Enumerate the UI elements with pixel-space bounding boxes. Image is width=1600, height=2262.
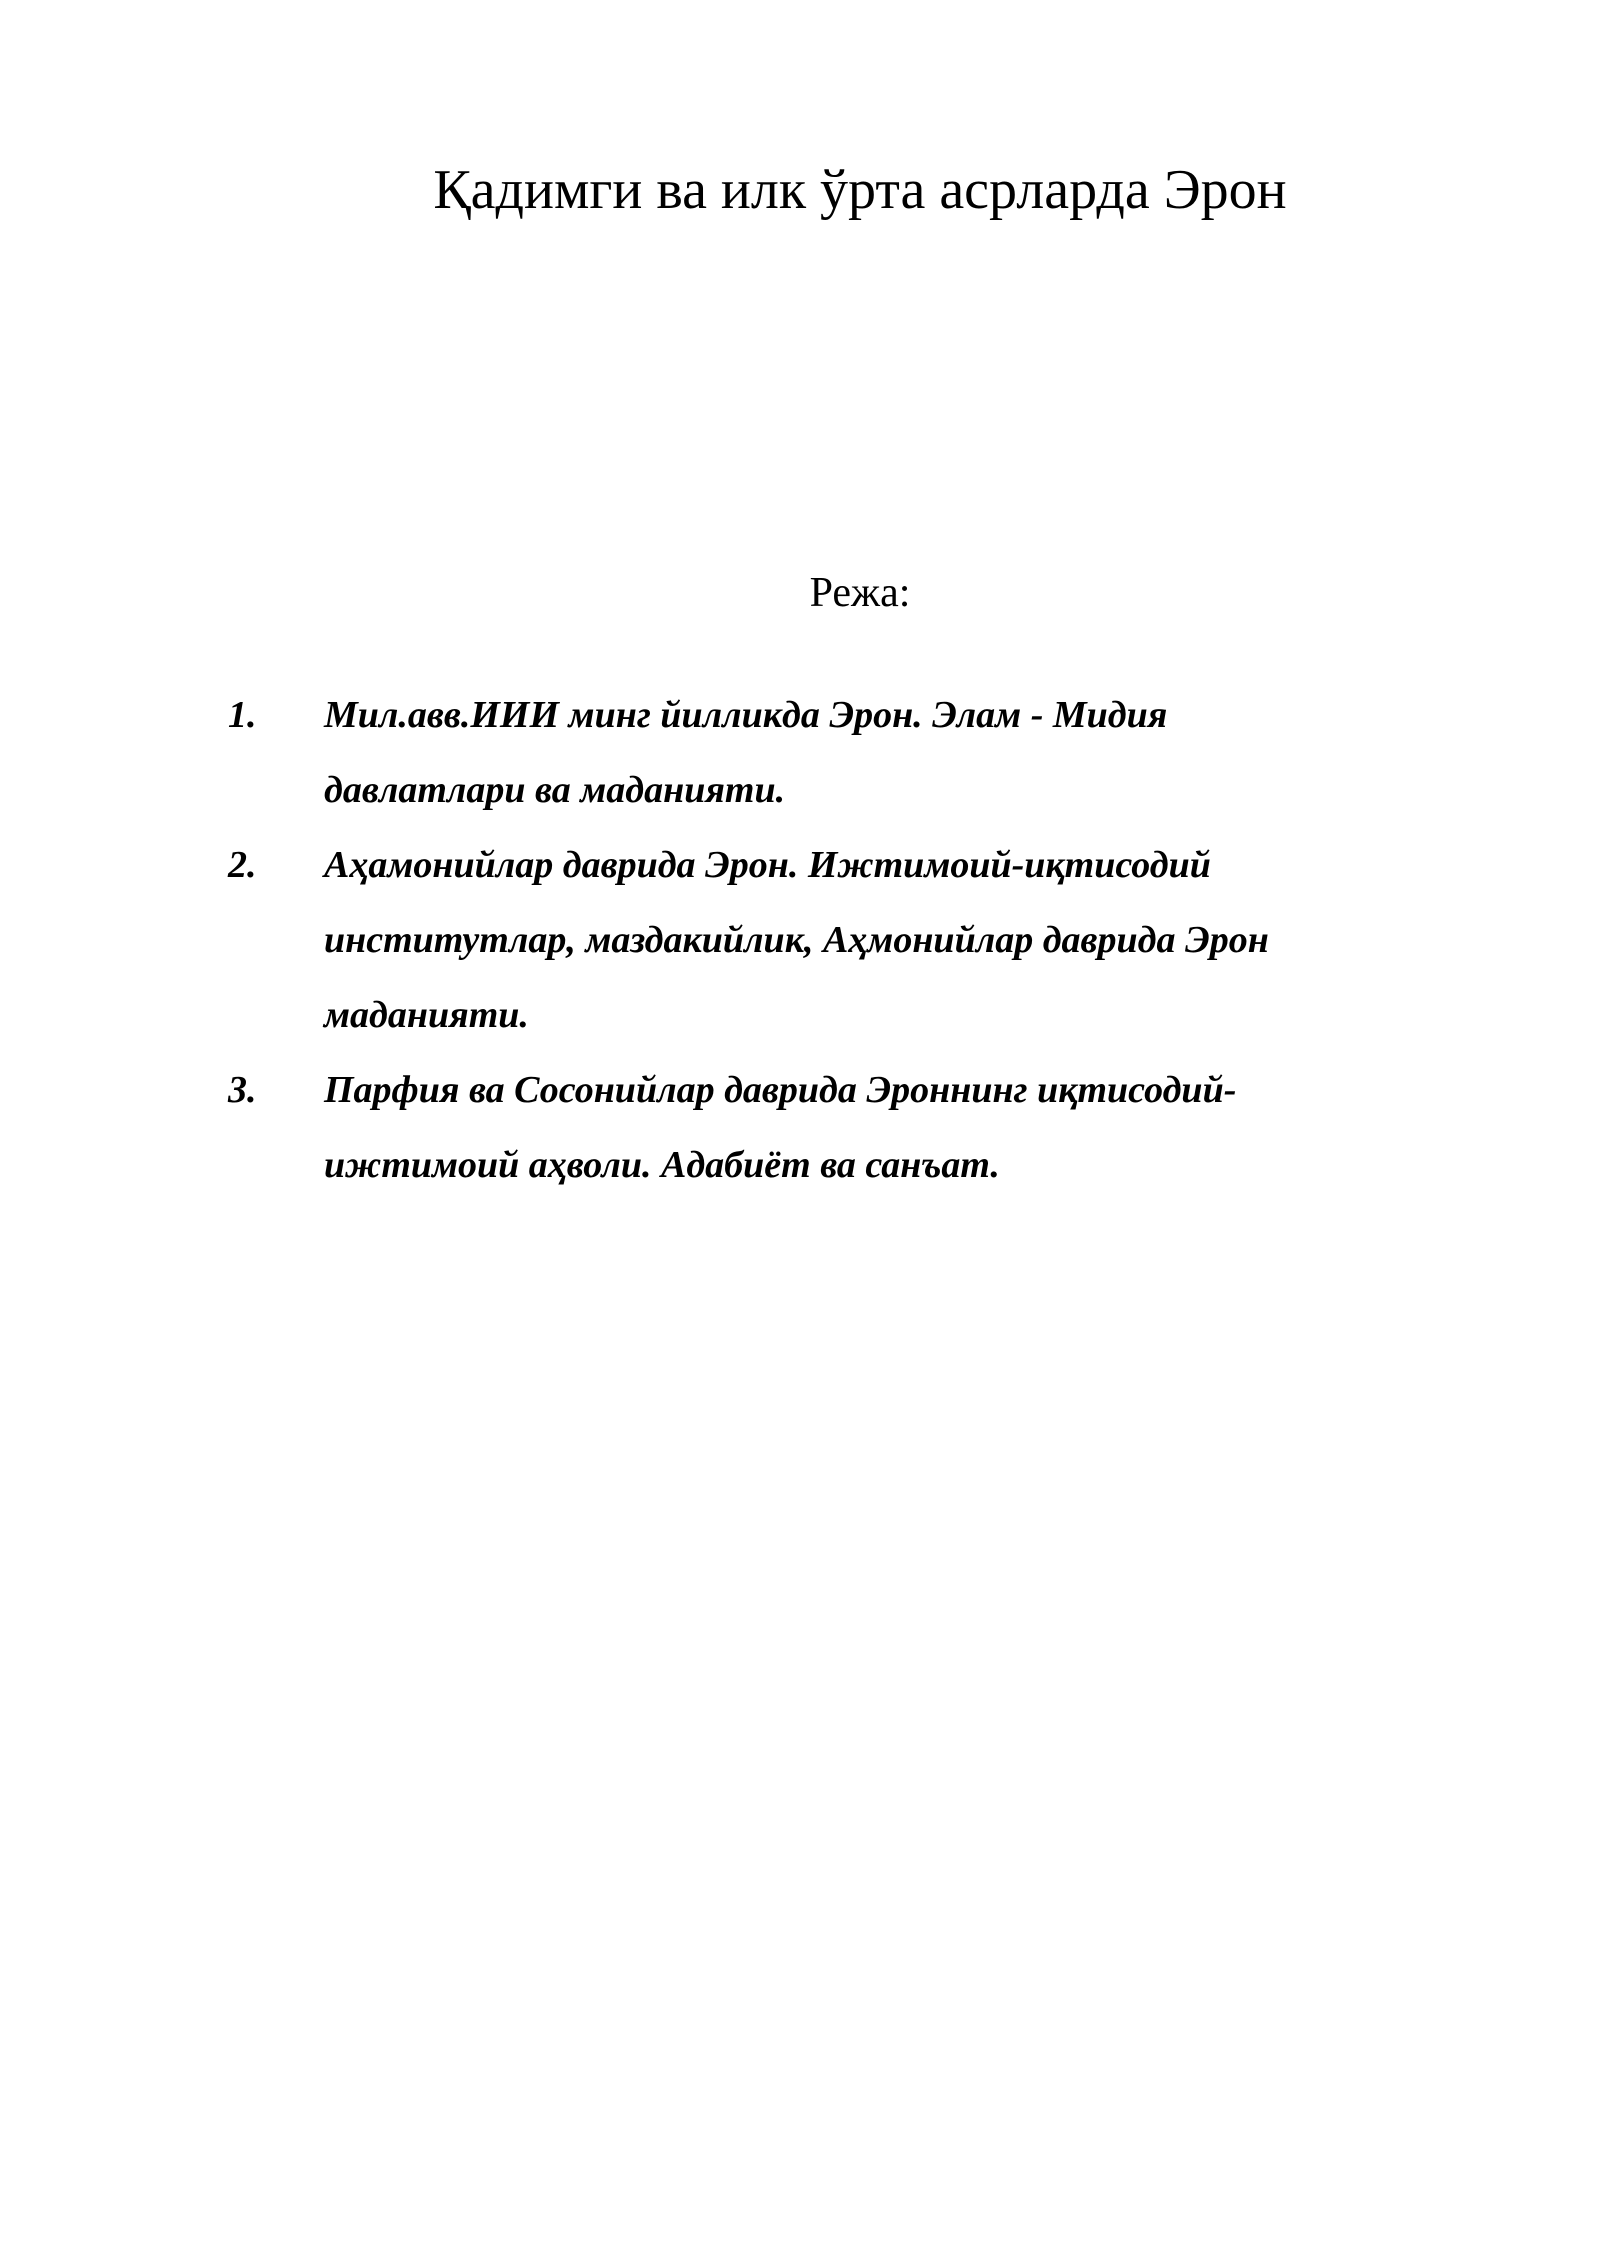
plan-item-text: Мил.авв.ИИИ минг йилликда Эрон. Элам - Мидия давлатлари ва маданияти.	[324, 694, 1168, 811]
plan-item-number: 1.	[228, 694, 257, 736]
plan-list	[228, 678, 1408, 1203]
plan-item-3	[228, 1053, 1408, 1203]
plan-heading: Режа:	[809, 570, 911, 616]
document-title: Қадимги ва илк ўрта асрларда Эрон	[433, 159, 1287, 221]
plan-item-text: Парфия ва Сосонийлар даврида Эроннинг иқтисодий- ижтимоий аҳволи. Адабиёт ва санъат.	[324, 1069, 1237, 1186]
plan-item-2	[228, 828, 1408, 1053]
plan-item-1	[228, 678, 1408, 828]
plan-item-number: 3.	[228, 1069, 257, 1111]
plan-item-number: 2.	[228, 844, 257, 886]
plan-item-text: Аҳамонийлар даврида Эрон. Ижтимоий-иқтисодий институтлар, маздакийлик, Аҳмонийлар даврида Эрон маданияти.	[324, 844, 1269, 1036]
